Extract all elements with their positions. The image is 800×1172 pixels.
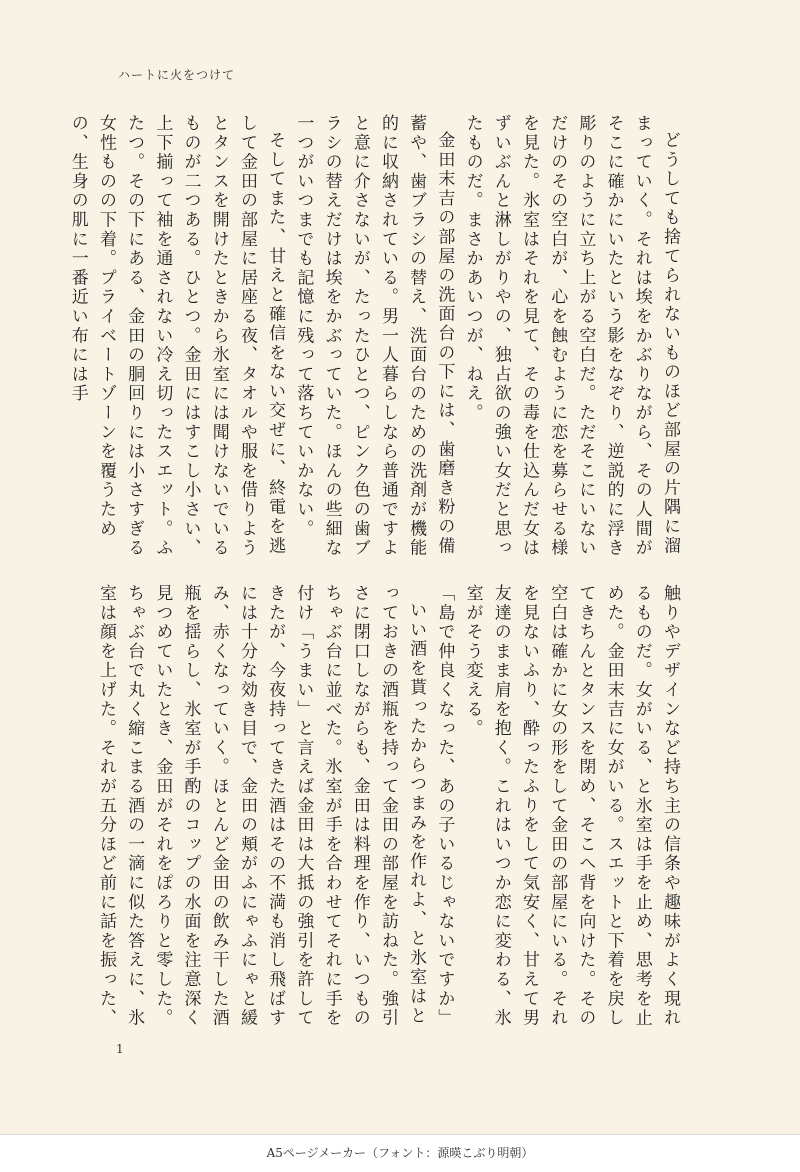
page-number: 1	[116, 1042, 124, 1056]
footer-caption: A5ページメーカー（フォント：源暎こぶり明朝）	[0, 1134, 800, 1172]
text-block-upper	[67, 114, 684, 564]
paragraph: そしてまた、甘えと確信をない交ぜに、終電を逃して金田の部屋に居座る夜、タオルや服を借りようとタンスを開けたときから氷室には聞けないでいるものが二つある。ひとつ。金田にはすこし小さい、上下揃って袖を通されない冷え切ったスエット。ふたつ。その下にある、金田の胴回りには小さすぎる女性ものの下着。プライベートゾーンを覆うための、生身の肌に一番近い布には手	[67, 114, 286, 558]
running-header: ハートに火をつけて	[118, 68, 236, 82]
paragraph: どうしても捨てられないものほど部屋の片隅に溜まっていく。それは埃をかぶりながら、その人間がそこに確かにいたという影をなぞり、逆説的に浮き彫りのように立ち上がる空白だ。ただそこにいないだけのその空白が、心を蝕むように恋を募らせる様を見た。氷室はそれを見て、その毒を仕込んだ女はずいぶんと淋しがりやの、独占欲の強い女だと思ったものだ。まさかあいつが、ねえ。	[462, 114, 680, 558]
text-block-lower	[95, 584, 684, 1030]
paragraph: 金田末吉の部屋の洗面台の下には、歯磨き粉の備蓄や、歯ブラシの替え、洗面台のための洗剤が機能的に収納されている。男一人暮らしなら普通ですよと意に介さないが、たったひとつ、ピンク色の歯ブラシの替えだけは埃をかぶっていた。ほんの些細な一つがいつまでも記憶に残って落ちていかない。	[293, 114, 455, 558]
paragraph-continued: 触りやデザインなど持ち主の信条や趣味がよく現れるものだ。女がいる、と氷室は手を止め、思考を止めた。金田末吉に女がいる。スエットと下着を戻してきちんとタンスを閉め、そこへ背を向けた。その空白は確かに女の形をして金田の部屋にいる。それを見ないふり、酔ったふりをして気安く、甘えて男友達のまま肩を抱く。これはいつか恋に変わる、氷室がそう変える。	[462, 584, 680, 1028]
paragraph: いい酒を貰ったからつまみを作れよ、と氷室はとっておきの酒瓶を持って金田の部屋を訪ねた。強引さに閉口しながらも、金田は料理を作り、いつものちゃぶ台に並べた。氷室が手を合わせてそれに手を付け「うまい」と言えば金田は大抵の強引を許してきたが、今夜持ってきた酒はその不満も消し飛ばすには十分な効き目で、金田の頬がふにゃふにゃと緩み、赤くなっていく。ほとんど金田の飲み干した酒瓶を揺らし、氷室が手酌のコップの水面を注意深く見つめていたとき、金田がそれをぽろりと零した。ちゃぶ台で丸く縮こまる酒の一滴に似た答えに、氷室は顔を上げた。それが五分ほど前に話を振った、	[95, 584, 427, 1028]
dialogue-line: 「島で仲良くなった、あの子いるじゃないですか」	[434, 584, 455, 1028]
